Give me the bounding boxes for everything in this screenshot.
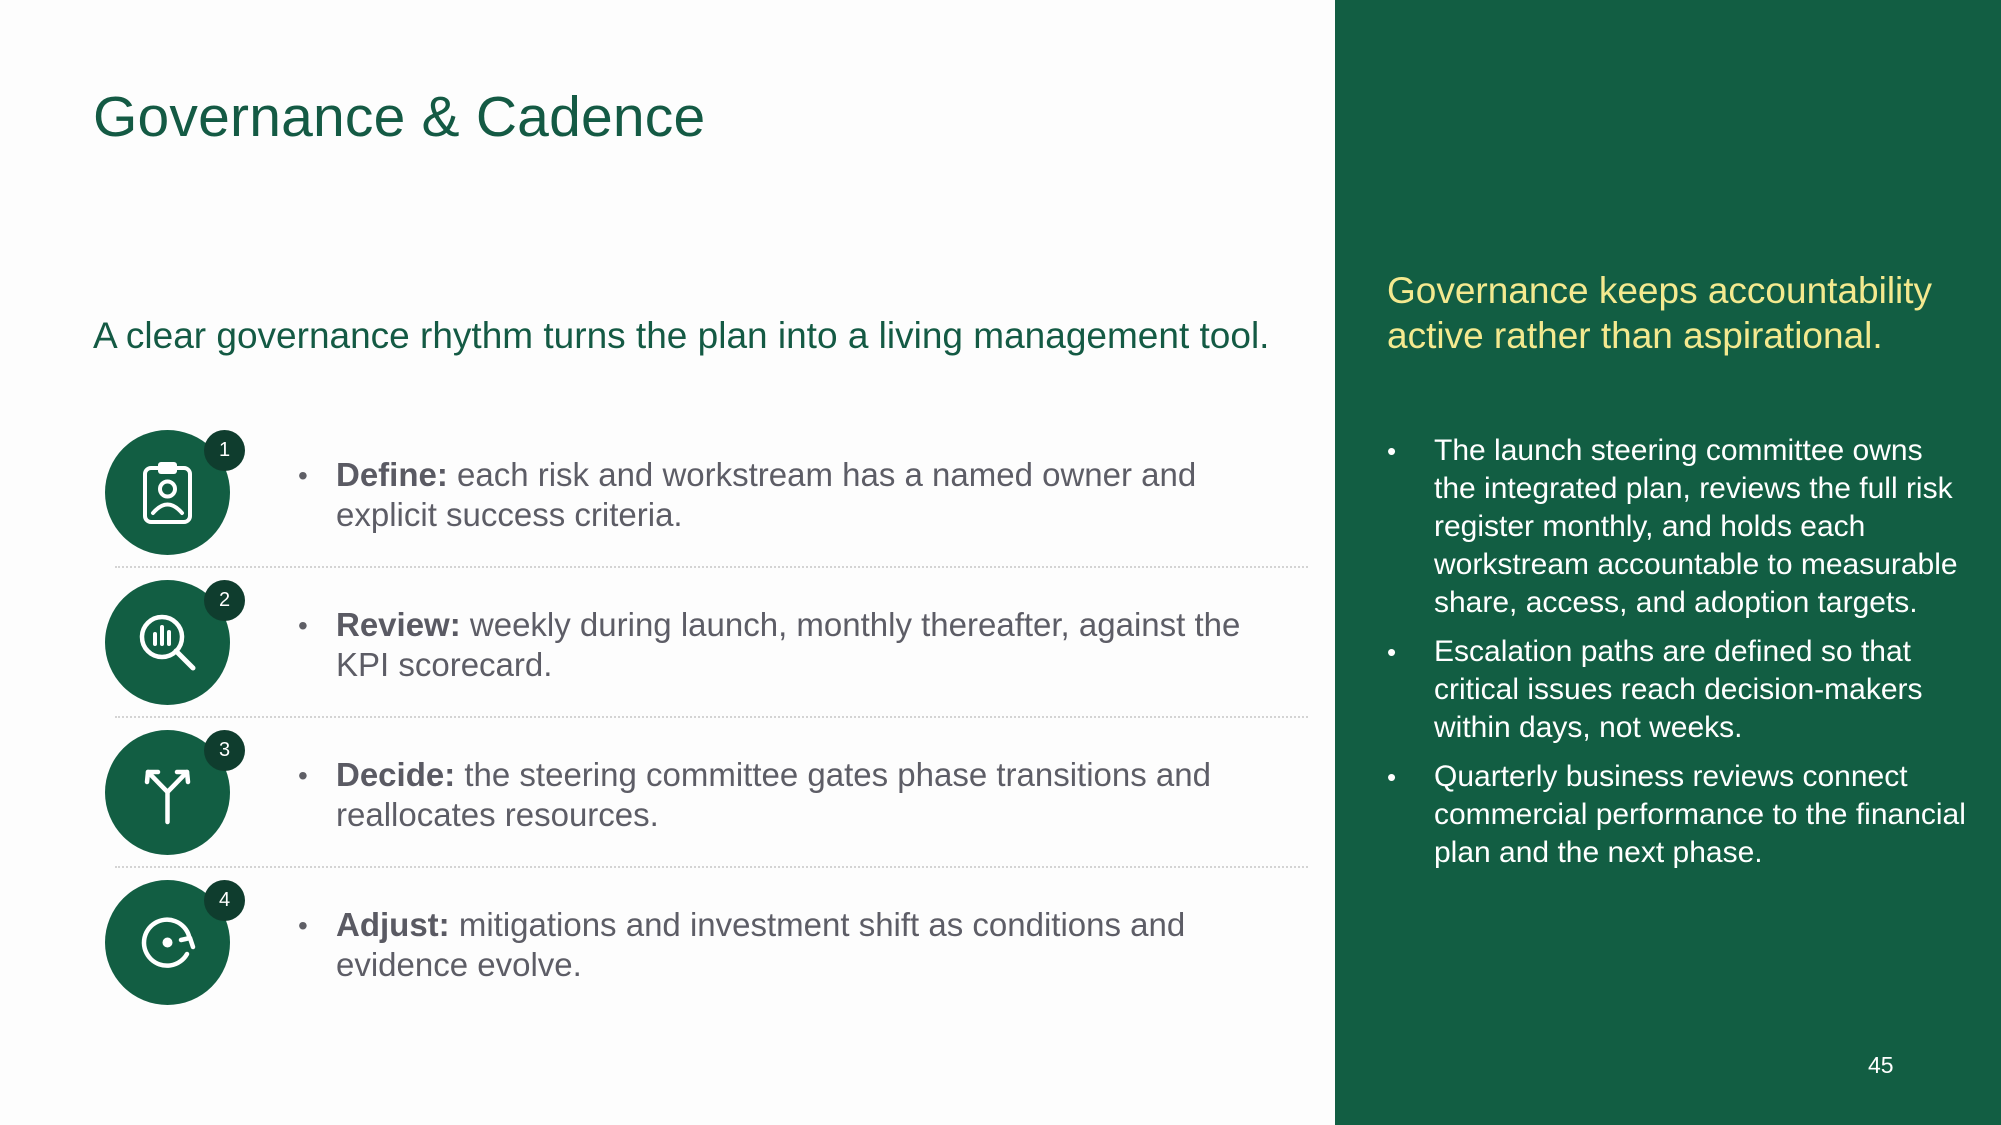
step-number-badge: 2 <box>204 580 245 621</box>
sidebar-panel <box>1335 0 2001 1125</box>
sidebar-bullet-list <box>1387 432 1967 883</box>
lead-statement: A clear governance rhythm turns the plan into a living management tool. <box>93 315 1270 356</box>
sidebar-bullet-text: The launch steering committee owns the integrated plan, reviews the full risk register monthly, and holds each workstream accountable to measurable share, access, and adoption targets. <box>1434 434 1958 619</box>
step-number-badge: 4 <box>204 880 245 921</box>
step-row-adjust <box>0 880 1335 1030</box>
bullet-dot: • <box>1387 762 1397 792</box>
step-text <box>336 605 1276 685</box>
sidebar-bullet-item <box>1387 432 1967 622</box>
step-description: weekly during launch, monthly thereafter, against the KPI scorecard. <box>336 606 1241 683</box>
step-description: each risk and workstream has a named owner and explicit success criteria. <box>336 456 1197 533</box>
step-text <box>336 905 1276 985</box>
step-row-review <box>0 580 1335 730</box>
bullet-dot: • <box>298 610 308 641</box>
sidebar-bullet-text: Escalation paths are defined so that critical issues reach decision-makers within days, not weeks. <box>1434 635 1923 744</box>
step-label: Define: <box>336 456 448 493</box>
step-number-badge: 3 <box>204 730 245 771</box>
step-description: the steering committee gates phase transitions and reallocates resources. <box>336 756 1211 833</box>
sidebar-bullet-item <box>1387 758 1967 872</box>
row-divider <box>115 716 1308 718</box>
sidebar-bullet-text: Quarterly business reviews connect commercial performance to the financial plan and the next phase. <box>1434 760 1966 869</box>
step-row-decide <box>0 730 1335 880</box>
step-label: Decide: <box>336 756 456 793</box>
bullet-dot: • <box>1387 436 1397 466</box>
bullet-dot: • <box>298 910 308 941</box>
sidebar-callout: Governance keeps accountability active rather than aspirational. <box>1387 270 1933 356</box>
page-number: 45 <box>1868 1052 1894 1078</box>
sidebar-bullet-item <box>1387 633 1967 747</box>
step-description: mitigations and investment shift as conditions and evidence evolve. <box>336 906 1186 983</box>
row-divider <box>115 866 1308 868</box>
step-text <box>336 455 1276 535</box>
step-text <box>336 755 1276 835</box>
step-label: Review: <box>336 606 461 643</box>
step-row-define <box>0 430 1335 580</box>
step-number-badge: 1 <box>204 430 245 471</box>
step-label: Adjust: <box>336 906 450 943</box>
slide-title: Governance & Cadence <box>93 85 706 149</box>
row-divider <box>115 566 1308 568</box>
bullet-dot: • <box>298 460 308 491</box>
bullet-dot: • <box>298 760 308 791</box>
bullet-dot: • <box>1387 637 1397 667</box>
